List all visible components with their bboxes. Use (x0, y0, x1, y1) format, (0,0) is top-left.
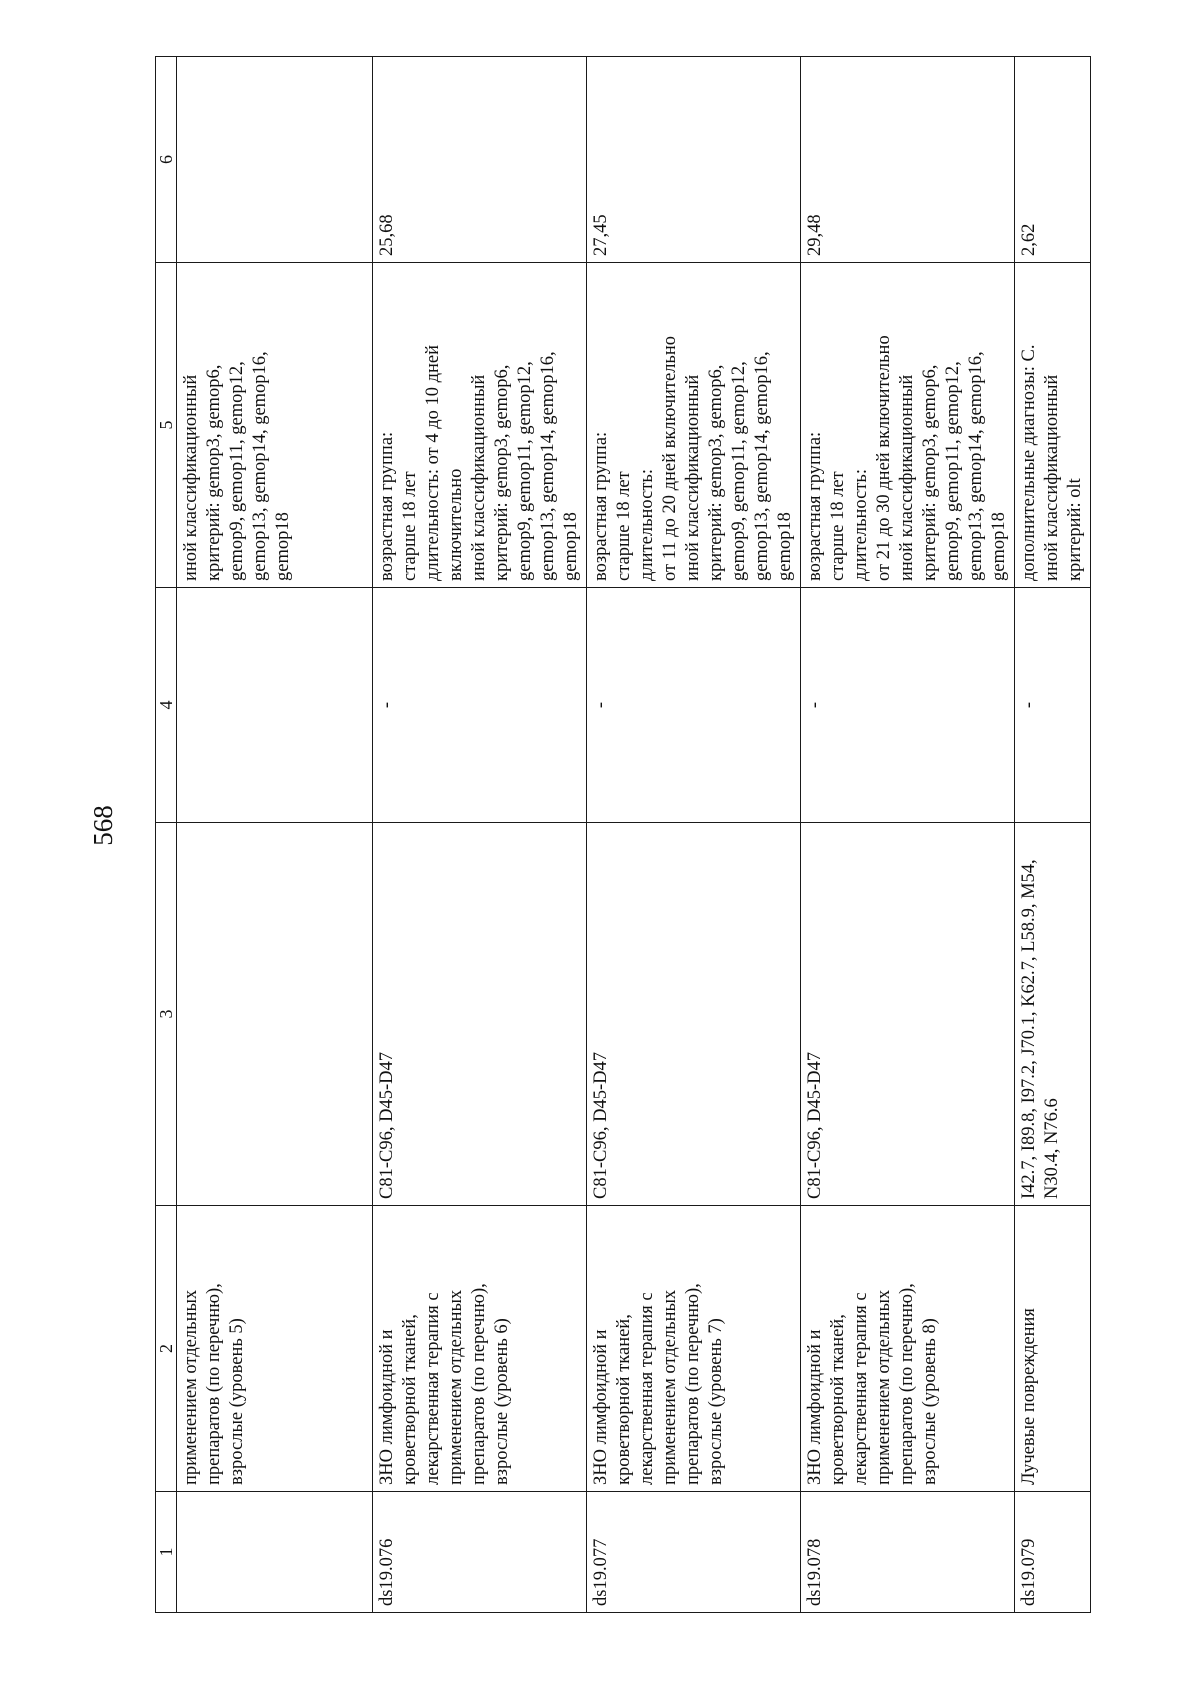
criteria-cell: возрастная группа: старше 18 лет длительность: от 11 до 20 дней включительно иной классификационный критерий: gemop3, gemop6, gemop9, gemop11, gemop12, gemop13, gemop14, gemop16, gemop18 (587, 263, 801, 588)
header-row (156, 57, 177, 1613)
services-cell: - (587, 588, 801, 823)
diagnoses-cell: I42.7, I89.8, I97.2, J70.1, K62.7, L58.9, M54, N30.4, N76.6 (1015, 823, 1091, 1206)
code-cell: ds19.077 (587, 1492, 801, 1613)
header-cell: 2 (156, 1206, 177, 1492)
table-row (587, 57, 801, 1613)
header-cell: 4 (156, 588, 177, 823)
code-cell: ds19.078 (801, 1492, 1015, 1613)
criteria-cell: иной классификационный критерий: gemop3, gemop6, gemop9, gemop11, gemop12, gemop13, gemop14, gemop16, gemop18 (177, 263, 373, 588)
name-cell: ЗНО лимфоидной и кроветворной тканей, лекарственная терапия с применением отдельных препаратов (по перечню), взрослые (уровень 7) (587, 1206, 801, 1492)
coefficient-cell: 25,68 (373, 57, 587, 263)
diagnoses-cell: C81-C96, D45-D47 (587, 823, 801, 1206)
diagnoses-cell: C81-C96, D45-D47 (801, 823, 1015, 1206)
diagnoses-cell (177, 823, 373, 1206)
code-cell: ds19.079 (1015, 1492, 1091, 1613)
rotated-table-wrapper (155, 57, 1085, 1613)
name-cell: Лучевые повреждения (1015, 1206, 1091, 1492)
header-cell: 3 (156, 823, 177, 1206)
table-row (1015, 57, 1091, 1613)
services-cell: - (373, 588, 587, 823)
header-cell: 1 (156, 1492, 177, 1613)
coefficient-cell: 27,45 (587, 57, 801, 263)
table-row (373, 57, 587, 1613)
services-cell (177, 588, 373, 823)
page-number-text: 568 (87, 804, 118, 846)
name-cell: применением отдельных препаратов (по перечню), взрослые (уровень 5) (177, 1206, 373, 1492)
criteria-cell: возрастная группа: старше 18 лет длительность: от 21 до 30 дней включительно иной классификационный критерий: gemop3, gemop6, gemop9, gemop11, gemop12, gemop13, gemop14, gemop16, gemop18 (801, 263, 1015, 588)
services-cell: - (801, 588, 1015, 823)
coefficient-cell: 2,62 (1015, 57, 1091, 263)
page-number (87, 804, 119, 846)
coefficient-cell (177, 57, 373, 263)
name-cell: ЗНО лимфоидной и кроветворной тканей, лекарственная терапия с применением отдельных препаратов (по перечню), взрослые (уровень 6) (373, 1206, 587, 1492)
code-cell (177, 1492, 373, 1613)
services-cell: - (1015, 588, 1091, 823)
name-cell: ЗНО лимфоидной и кроветворной тканей, лекарственная терапия с применением отдельных препаратов (по перечню), взрослые (уровень 8) (801, 1206, 1015, 1492)
header-cell: 6 (156, 57, 177, 263)
code-cell: ds19.076 (373, 1492, 587, 1613)
criteria-cell: дополнительные диагнозы: C. иной классификационный критерий: olt (1015, 263, 1091, 588)
tariff-table (155, 56, 1091, 1613)
table-row (177, 57, 373, 1613)
header-cell: 5 (156, 263, 177, 588)
table-row (801, 57, 1015, 1613)
diagnoses-cell: C81-C96, D45-D47 (373, 823, 587, 1206)
criteria-cell: возрастная группа: старше 18 лет длительность: от 4 до 10 дней включительно иной классификационный критерий: gemop3, gemop6, gemop9, gemop11, gemop12, gemop13, gemop14, gemop16, gemop18 (373, 263, 587, 588)
coefficient-cell: 29,48 (801, 57, 1015, 263)
